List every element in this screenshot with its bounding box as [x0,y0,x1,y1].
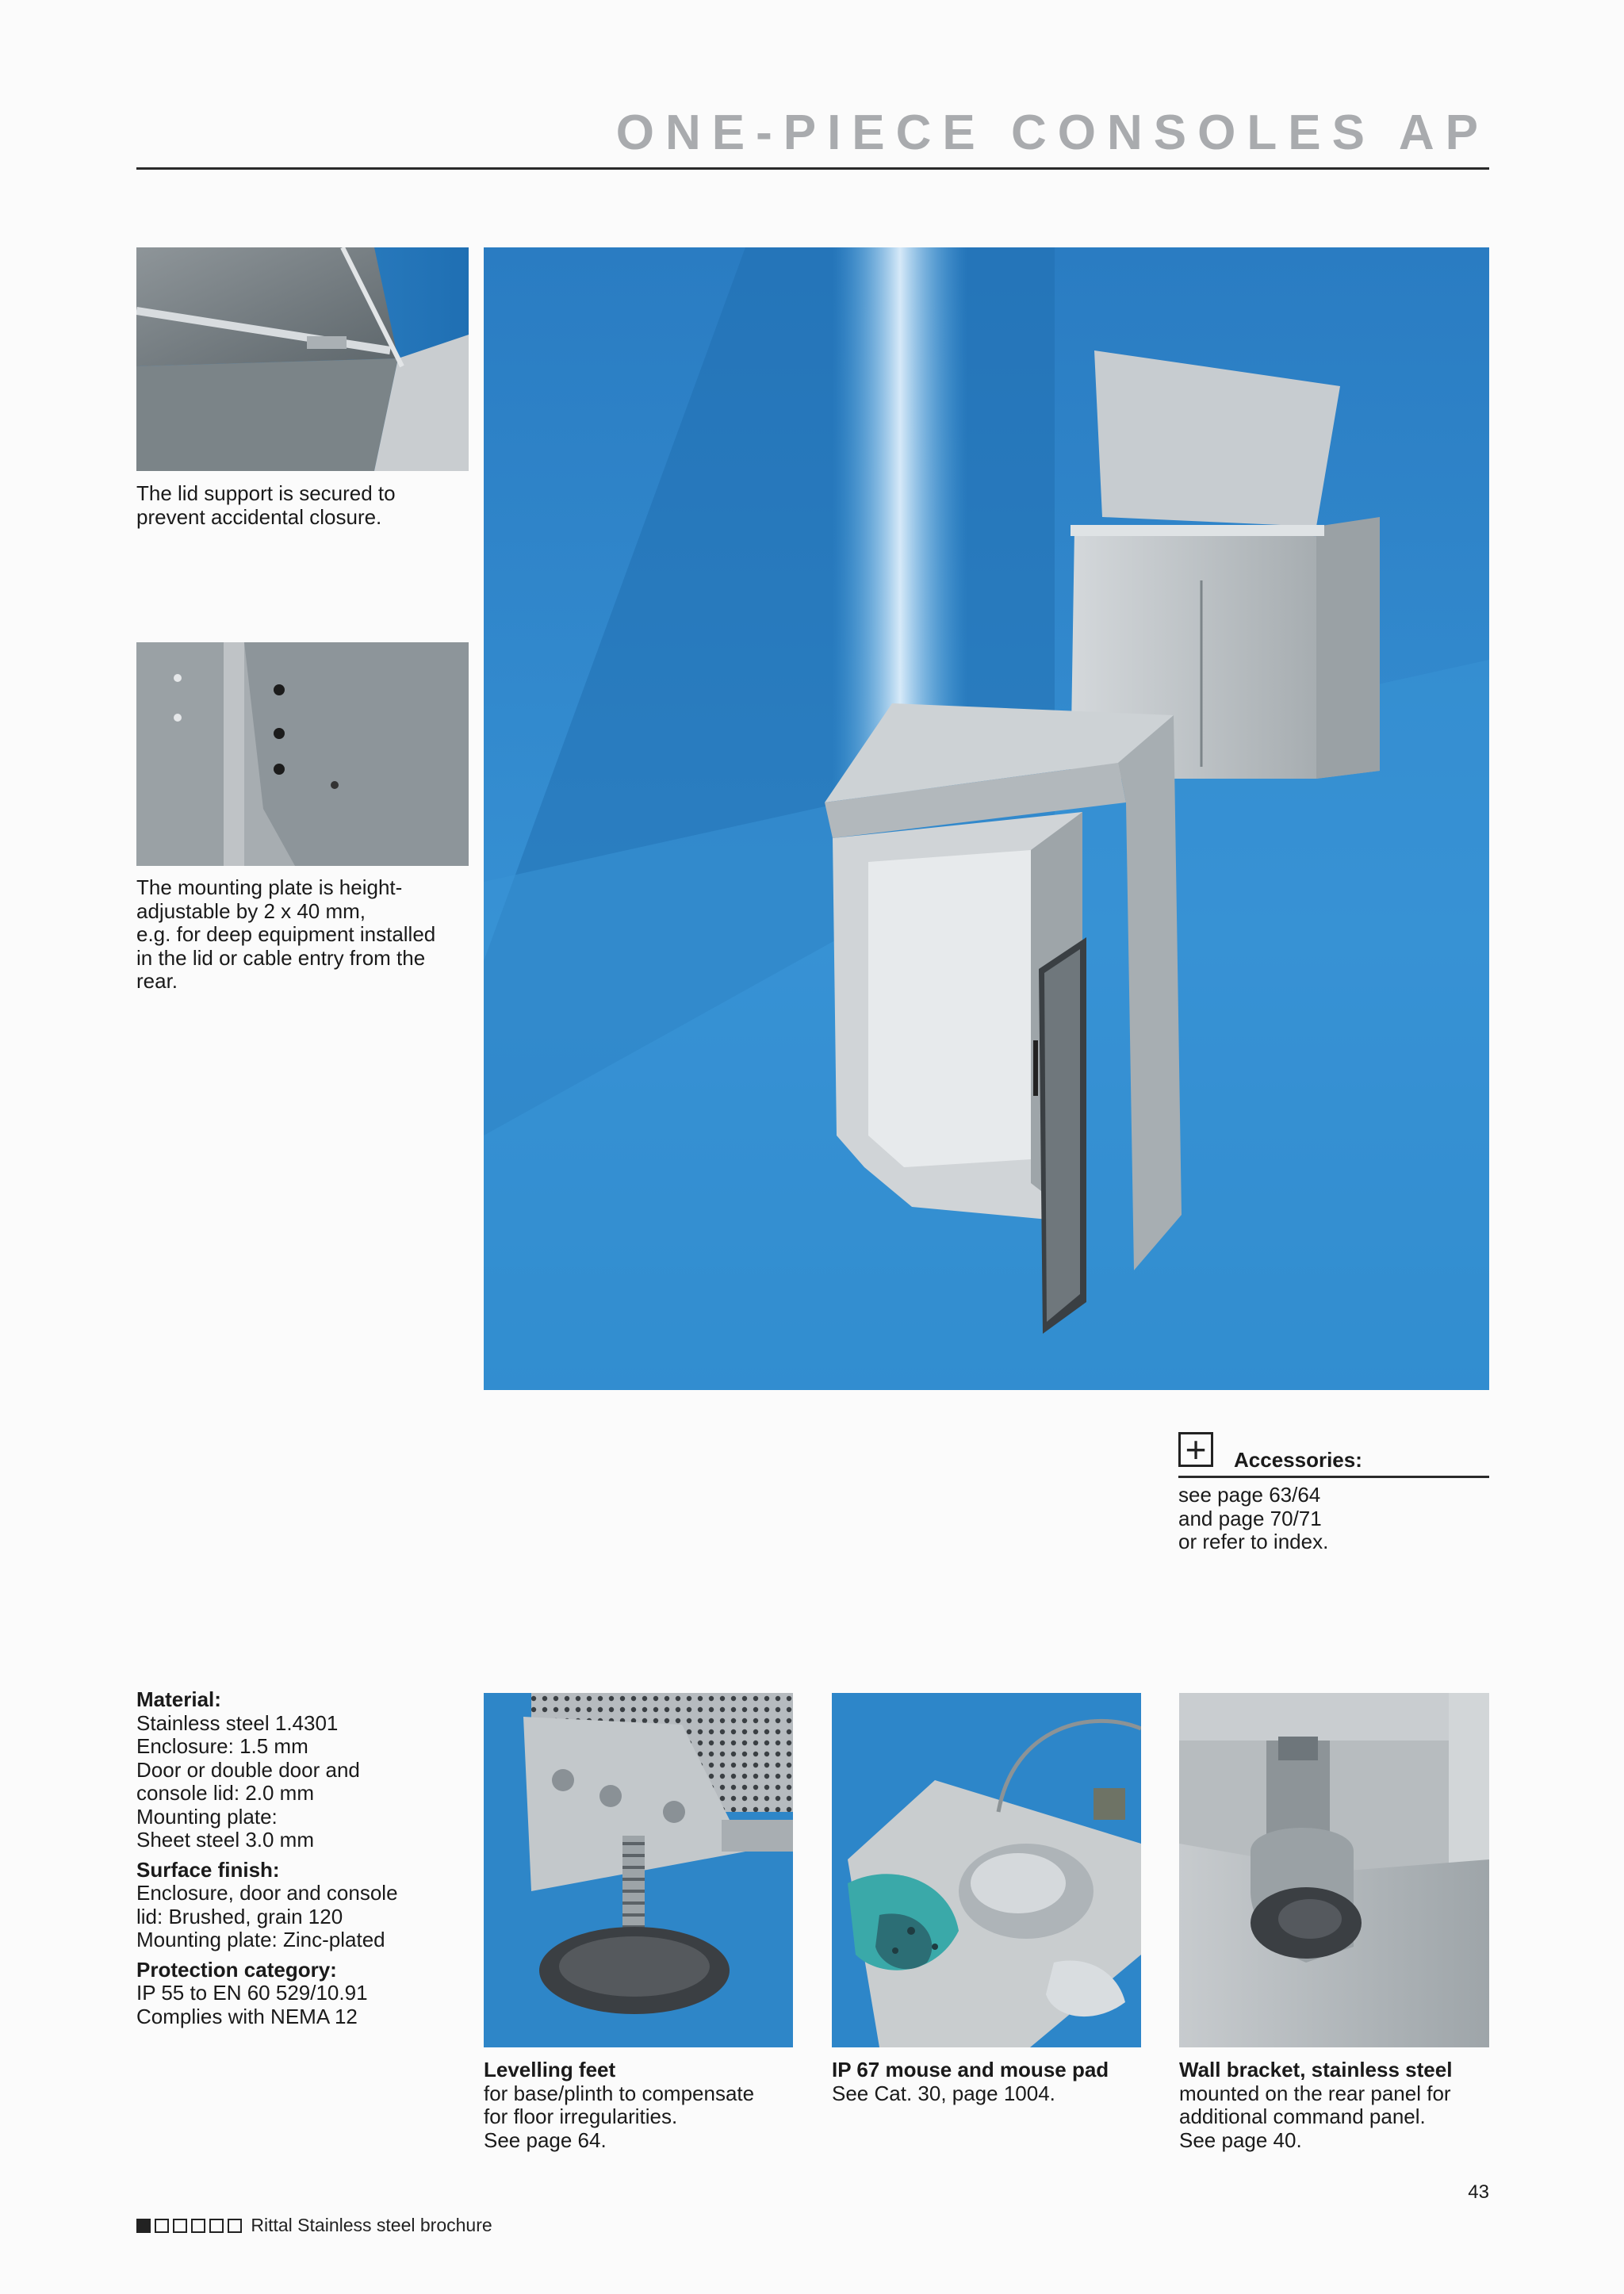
wall-bracket-caption [1179,2058,1496,2152]
square-icon [191,2219,205,2233]
spec-line: Enclosure, door and console [136,1881,398,1905]
caption-line: The mounting plate is height- [136,875,403,899]
footer-text: Rittal Stainless steel brochure [251,2215,492,2235]
filled-square-icon [136,2219,151,2233]
spec-line: Door or double door and [136,1757,360,1782]
accessories-line: see page 63/64 [1178,1483,1321,1507]
plus-icon: + [1178,1432,1213,1467]
spec-line: console lid: 2.0 mm [136,1781,314,1805]
product-line: for base/plinth to compensate [484,2081,755,2105]
product-title: Levelling feet [484,2058,616,2081]
spec-line: Complies with NEMA 12 [136,2004,358,2028]
mouse-pad-caption [832,2058,1165,2105]
product-title: Wall bracket, stainless steel [1179,2058,1453,2081]
product-line: for floor irregularities. [484,2104,678,2128]
product-line: See Cat. 30, page 1004. [832,2081,1055,2105]
mouse-pad-photo [832,1693,1141,2047]
levelling-feet-photo [484,1693,793,2047]
footer [136,2215,492,2236]
specifications [136,1688,469,2035]
spec-line: Mounting plate: [136,1804,278,1829]
accessories-refs [1178,1484,1489,1554]
mounting-plate-photo [136,642,469,866]
lid-support-photo [136,247,469,471]
levelling-feet-caption [484,2058,801,2152]
caption-line: adjustable by 2 x 40 mm, [136,898,366,923]
caption-line: rear. [136,969,178,993]
mounting-plate-caption [136,876,469,994]
caption-line: The lid support is secured to [136,481,396,505]
product-line: additional command panel. [1179,2104,1426,2128]
accessories-line: or refer to index. [1178,1530,1329,1553]
product-line: See page 64. [484,2127,607,2152]
surface-finish-label: Surface finish: [136,1857,280,1882]
square-icon [155,2219,169,2233]
product-line: mounted on the rear panel for [1179,2081,1451,2105]
spec-line: Mounting plate: Zinc-plated [136,1928,385,1951]
protection-category-label: Protection category: [136,1957,337,1982]
page-title: ONE-PIECE CONSOLES AP [615,105,1489,160]
page-number: 43 [1468,2181,1489,2203]
header-rule [136,167,1489,170]
square-icon [228,2219,242,2233]
product-line: See page 40. [1179,2127,1302,2152]
accessories-heading: Accessories: [1234,1448,1362,1472]
spec-line: Enclosure: 1.5 mm [136,1734,308,1758]
square-icon [173,2219,187,2233]
caption-line: e.g. for deep equipment installed [136,922,436,946]
caption-line: prevent accidental closure. [136,504,382,529]
lid-support-caption [136,482,469,529]
accessories-rule [1178,1476,1489,1478]
spec-line: lid: Brushed, grain 120 [136,1904,343,1928]
spec-line: Stainless steel 1.4301 [136,1710,339,1735]
caption-line: in the lid or cable entry from the [136,945,426,970]
product-title: IP 67 mouse and mouse pad [832,2058,1109,2081]
wall-bracket-photo [1179,1693,1489,2047]
square-icon [209,2219,224,2233]
material-label: Material: [136,1687,221,1711]
spec-line: IP 55 to EN 60 529/10.91 [136,1981,368,2005]
console-main-photo [484,247,1489,1390]
accessories-line: and page 70/71 [1178,1506,1322,1530]
spec-line: Sheet steel 3.0 mm [136,1828,314,1852]
